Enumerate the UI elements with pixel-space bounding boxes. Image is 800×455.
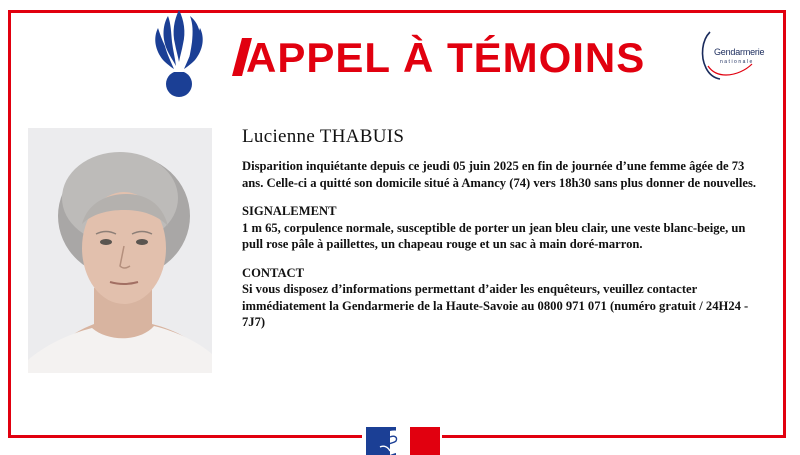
description-text: Disparition inquiétante depuis ce jeudi 05 juin 2025 en fin de journée d’une femme âgée de 73 ans. Celle-ci a quitté son domicile situé à Amancy (74) vers 18h30 sans plus donner de nouvelles.	[242, 159, 757, 190]
signalement-text: 1 m 65, corpulence normale, susceptible de porter un jean bleu clair, une veste blanc-beige, un pull rose pâle à paillettes, un chapeau rouge et un sac à main doré-marron.	[242, 220, 746, 251]
marianne-logo-icon	[366, 427, 440, 455]
person-name: Lucienne THABUIS	[242, 126, 405, 147]
signalement-title: SIGNALEMENT	[242, 204, 337, 218]
gendarmerie-grenade-icon	[150, 6, 208, 102]
portrait-illustration	[28, 128, 212, 373]
person-photo	[28, 128, 212, 373]
logo-text-nationale: nationale	[720, 59, 754, 65]
title-banner-content	[232, 28, 646, 84]
page-title: APPEL À TÉMOINS	[246, 34, 646, 81]
notice-content	[242, 126, 767, 343]
contact-text: Si vous disposez d’informations permettant d’aider les enquêteurs, veuillez contacter immédiatement la Gendarmerie de la Haute-Savoie au 0800 971 071 (numéro gratuit / 24H24 - 7J7)	[242, 282, 749, 329]
contact-title: CONTACT	[242, 265, 305, 280]
logo-text-gendarmerie: Gendarmerie	[714, 47, 765, 57]
